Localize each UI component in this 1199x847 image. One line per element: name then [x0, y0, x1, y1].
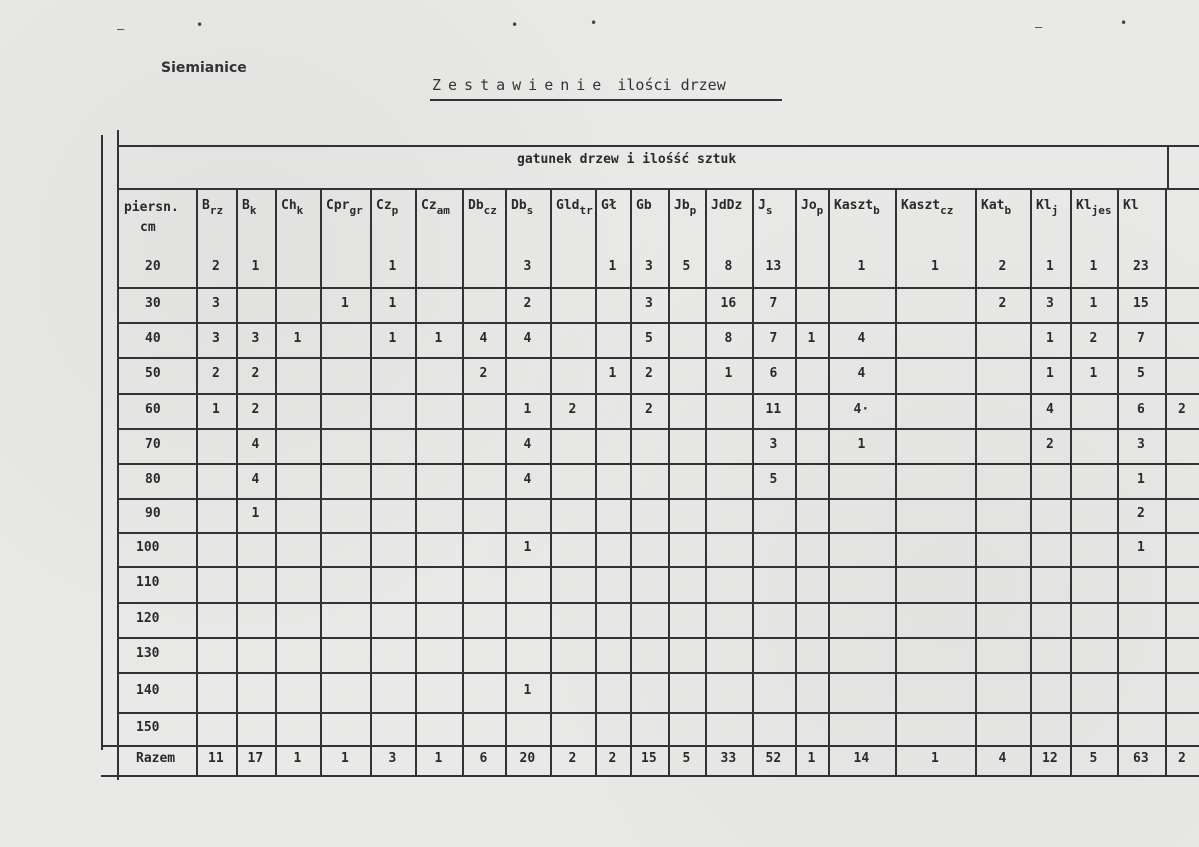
table-row-cell: 1: [523, 401, 532, 417]
table-rule: [117, 672, 1199, 674]
table-row-cell: 4: [523, 471, 532, 487]
totals-row-cell: 1: [807, 751, 816, 766]
table-rule: [117, 287, 1199, 289]
table-row-cell: 1: [434, 330, 443, 346]
diameter-unit: cm: [140, 220, 156, 235]
table-row-cell: 2: [998, 258, 1007, 274]
table-rule: [595, 188, 597, 775]
table-row-cell: 13: [765, 258, 782, 274]
table-row-cell: 16: [720, 295, 737, 311]
table-row-cell: 1: [523, 540, 532, 555]
table-row-label: 140: [136, 683, 160, 698]
table-row-cell: 4: [251, 436, 260, 452]
table-row-cell: 1: [857, 258, 866, 274]
species-column-header: JdDz: [711, 198, 743, 213]
table-row-cell: 3: [1046, 295, 1054, 311]
table-row-label: 30: [145, 295, 161, 311]
table-rule: [550, 188, 552, 775]
table-row-cell: 3: [251, 330, 260, 346]
table-rule: [101, 775, 1199, 777]
totals-row-cell: 12: [1042, 751, 1058, 766]
punch-mark: •: [1120, 16, 1128, 30]
table-row-cell: 1: [857, 436, 866, 452]
species-column-header: $B_{rz}$: [202, 198, 224, 217]
table-rule: [117, 498, 1199, 500]
table-row-cell: 3: [1137, 436, 1145, 452]
species-column-header: $Cz_p$: [376, 198, 399, 217]
table-row-cell: 4: [857, 366, 866, 381]
table-rule: [236, 188, 238, 775]
table-rule: [275, 188, 277, 775]
table-rule: [117, 357, 1199, 359]
table-row-cell: 4: [857, 330, 866, 346]
table-row-cell: 1: [388, 330, 397, 346]
table-row-cell: 4: [479, 330, 488, 346]
table-rule: [752, 188, 754, 775]
diameter-header: piersn.: [124, 200, 179, 215]
title-rest: ilości drzew: [617, 76, 726, 94]
table-rule: [370, 188, 372, 775]
table-row-cell: 1: [251, 506, 260, 521]
table-row-label: 120: [136, 610, 160, 626]
table-row-cell: 2: [523, 295, 532, 311]
table-row-cell: 1: [1046, 366, 1054, 381]
totals-row-cell: 20: [519, 751, 536, 766]
table-row-cell: 1: [1089, 295, 1098, 311]
totals-row-cell: 4: [998, 751, 1007, 766]
table-row-label: 90: [145, 506, 161, 521]
table-rule: [1030, 188, 1032, 775]
species-column-header: Gld$_{tr}$: [556, 198, 593, 217]
table-rule: [462, 188, 464, 775]
totals-row-cell: 1: [293, 751, 302, 766]
table-row-cell: 1: [251, 258, 260, 274]
table-row-label: 20: [145, 258, 161, 274]
table-row-cell: 23: [1133, 258, 1149, 274]
totals-row-cell: 1: [434, 751, 443, 766]
table-row-cell: 2: [645, 366, 653, 381]
table-rule: [505, 188, 507, 775]
table-rule: [1070, 188, 1072, 775]
table-row-cell: 3: [645, 258, 653, 274]
totals-row-cell: 52: [765, 751, 782, 766]
table-row-cell: 7: [1137, 330, 1145, 346]
table-rule: [117, 566, 1199, 568]
table-rule: [117, 145, 1199, 147]
totals-row-cell: 2: [1178, 751, 1186, 766]
table-rule: [828, 188, 830, 775]
species-column-header: Kl: [1123, 198, 1139, 213]
table-rule: [117, 637, 1199, 639]
species-column-header: $Jb_p$: [674, 198, 697, 217]
table-rule: [1167, 145, 1169, 190]
table-rule: [196, 188, 198, 775]
table-rule: [630, 188, 632, 775]
table-row-cell: 3: [212, 330, 220, 346]
table-row-cell: 2: [212, 366, 220, 381]
table-row-cell: 2: [212, 258, 220, 274]
punch-mark: —: [1035, 20, 1043, 34]
table-row-cell: 1: [1089, 366, 1098, 381]
species-column-header: $Db_{cz}$: [468, 198, 497, 217]
table-row-cell: 4: [251, 471, 260, 487]
table-row-label: 150: [136, 719, 160, 735]
table-rule: [117, 463, 1199, 465]
totals-row-cell: 1: [341, 751, 349, 766]
table-rule: [795, 188, 797, 775]
table-row-label: 40: [145, 330, 161, 346]
punch-mark: •: [196, 18, 204, 32]
species-column-header: $B_k$: [242, 198, 257, 217]
table-row-cell: 2: [1137, 506, 1145, 521]
table-row-cell: 1: [931, 258, 939, 274]
place-name: Siemianice: [161, 60, 247, 76]
species-column-header: $Ch_k$: [281, 198, 304, 217]
table-row-cell: 1: [807, 330, 816, 346]
table-row-label: 110: [136, 575, 160, 590]
table-row-cell: 1: [1089, 258, 1098, 274]
table-rule: [117, 712, 1199, 714]
table-row-cell: 1: [1137, 471, 1145, 487]
table-row-label: 130: [136, 645, 160, 661]
table-rule: [101, 745, 1199, 747]
species-column-header: Gb: [636, 198, 652, 213]
table-row-cell: 15: [1133, 295, 1149, 311]
table-rule: [320, 188, 322, 775]
table-row-cell: 5: [769, 471, 778, 487]
table-row-cell: 8: [724, 258, 733, 274]
table-row-cell: 7: [769, 330, 778, 346]
species-column-header: $Db_s$: [511, 198, 534, 217]
species-column-header: Kat$_b$: [981, 198, 1012, 217]
species-column-header: $Jo_p$: [801, 198, 824, 217]
table-row-cell: 1: [608, 258, 617, 274]
table-row-cell: 3: [769, 436, 778, 452]
table-row-cell: 11: [765, 401, 782, 417]
totals-row-label: Razem: [136, 751, 176, 766]
species-group-header: gatunek drzew i ilośść sztuk: [517, 152, 737, 167]
table-row-cell: 1: [341, 295, 349, 311]
table-row-label: 60: [145, 401, 161, 417]
punch-mark: •: [590, 16, 598, 30]
totals-row-cell: 3: [388, 751, 397, 766]
table-row-cell: 6: [769, 366, 778, 381]
table-row-cell: 2: [479, 366, 488, 381]
table-rule: [117, 602, 1199, 604]
punch-mark: —: [117, 22, 125, 36]
totals-row-cell: 14: [853, 751, 870, 766]
table-rule: [117, 428, 1199, 430]
table-row-cell: 4: [1046, 401, 1054, 417]
table-row-cell: 2: [1046, 436, 1054, 452]
table-row-cell: 2: [1089, 330, 1098, 346]
table-rule: [668, 188, 670, 775]
table-rule: [117, 532, 1199, 534]
table-row-cell: 2: [645, 401, 653, 417]
table-rule: [117, 130, 119, 780]
totals-row-cell: 2: [568, 751, 577, 766]
table-row-label: 50: [145, 366, 161, 381]
species-column-header: Kaszt$_b$: [834, 198, 880, 217]
table-row-cell: 1: [608, 366, 617, 381]
species-column-header: $Kl_j$: [1036, 198, 1059, 217]
table-row-cell: 2: [568, 401, 577, 417]
table-row-cell: 1: [212, 401, 220, 417]
table-row-cell: 8: [724, 330, 733, 346]
table-row-cell: 1: [724, 366, 733, 381]
species-column-header: $Kl_{jes}$: [1076, 198, 1112, 217]
table-rule: [975, 188, 977, 775]
totals-row-cell: 63: [1133, 751, 1149, 766]
totals-row-cell: 2: [608, 751, 617, 766]
table-row-cell: 1: [293, 330, 302, 346]
totals-row-cell: 33: [720, 751, 737, 766]
table-row-cell: 2: [251, 366, 260, 381]
table-row-cell: 2: [998, 295, 1007, 311]
table-row-cell: 6: [1137, 401, 1145, 417]
table-row-cell: 5: [682, 258, 691, 274]
table-row-cell: 4·: [853, 401, 870, 417]
totals-row-cell: 5: [1089, 751, 1098, 766]
species-column-header: Cpr$_{gr}$: [326, 198, 363, 217]
table-rule: [117, 322, 1199, 324]
species-column-header: $J_s$: [758, 198, 773, 217]
table-row-cell: 2: [1178, 401, 1186, 417]
table-rule: [101, 135, 103, 750]
species-column-header: Gł: [601, 198, 617, 213]
totals-row-cell: 17: [247, 751, 264, 766]
table-row-cell: 1: [1046, 258, 1054, 274]
table-row-cell: 2: [251, 401, 260, 417]
table-rule: [1165, 188, 1167, 775]
totals-row-cell: 11: [208, 751, 224, 766]
totals-row-cell: 15: [641, 751, 657, 766]
table-row-cell: 5: [645, 330, 653, 346]
table-row-label: 70: [145, 436, 161, 452]
table-rule: [895, 188, 897, 775]
table-row-cell: 7: [769, 295, 778, 311]
totals-row-cell: 6: [479, 751, 488, 766]
species-column-header: $Cz_{am}$: [421, 198, 450, 217]
totals-row-cell: 1: [931, 751, 939, 766]
table-row-cell: 1: [523, 683, 532, 698]
table-row-cell: 5: [1137, 366, 1145, 381]
title-spaced-word: Zestawienie: [432, 76, 609, 94]
table-row-cell: 4: [523, 330, 532, 346]
totals-row-cell: 5: [682, 751, 691, 766]
species-column-header: Kaszt$_{cz}$: [901, 198, 954, 217]
table-rule: [117, 188, 1199, 190]
table-row-cell: 3: [523, 258, 532, 274]
table-row-cell: 1: [1137, 540, 1145, 555]
table-row-label: 100: [136, 540, 160, 555]
table-row-cell: 3: [212, 295, 220, 311]
punch-mark: •: [511, 18, 519, 32]
table-rule: [705, 188, 707, 775]
table-row-label: 80: [145, 471, 161, 487]
table-row-cell: 1: [388, 258, 397, 274]
table-row-cell: 1: [388, 295, 397, 311]
table-rule: [1117, 188, 1119, 775]
table-row-cell: 3: [645, 295, 653, 311]
table-rule: [117, 393, 1199, 395]
table-rule: [415, 188, 417, 775]
table-row-cell: 4: [523, 436, 532, 452]
table-row-cell: 1: [1046, 330, 1054, 346]
